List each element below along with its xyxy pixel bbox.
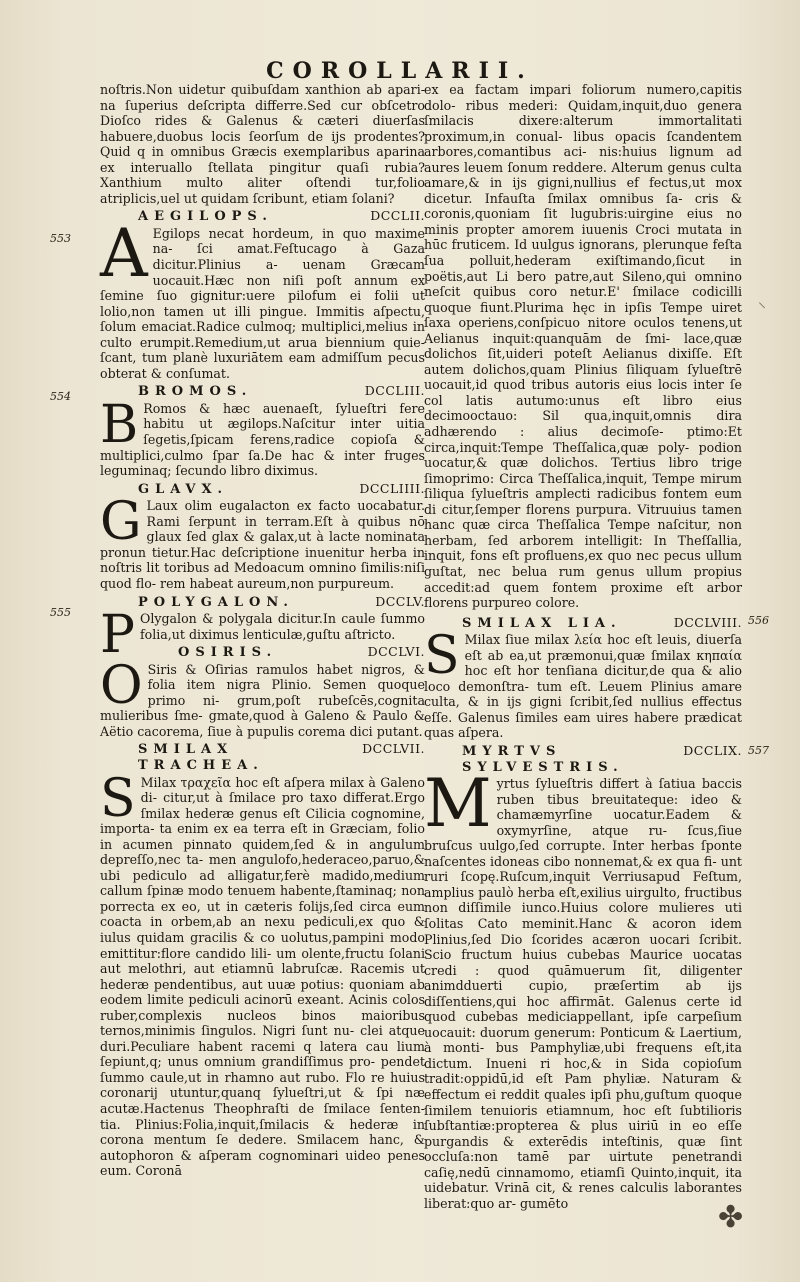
entry-title: SMILAX LIA. [462, 615, 622, 631]
entry-heading [424, 615, 742, 632]
entry-aegilops [100, 208, 425, 381]
margin-number: 555 [50, 606, 71, 619]
entry-number: DCCLV. [375, 593, 425, 609]
entry-heading [100, 383, 425, 400]
entry-title: AEGILOPS. [138, 209, 273, 225]
drop-capital: M [424, 765, 492, 843]
left-intro-paragraph: noſtris.Non uidetur quibuſdam xanthion ab apari- na ſuperius deſcripta differre.Sed cur obſcetro Dioſco rides & Galenus & cæteri diuerſas habuere,duobus locis ſeorſum de ijs prodentes? Quid q in omnibus Græcis exemplaribus aparina ex interuallo ſtellata pingitur quaſi rubia?Xanthium multo aliter oſtendi tur,folio atriplicis,uel ut quidam ſcribunt, etiam ſolani? [100, 82, 425, 206]
entry-number: DCCLIII. [364, 383, 425, 399]
entry-number: DCCLVII. [362, 741, 425, 757]
entry-body [100, 768, 425, 1179]
entry-smilax-trachea [100, 741, 425, 1178]
entry-body [100, 655, 425, 740]
entry-text: Egilops necat hordeum, in quo maxime na- ſci amat.Feſtucago à Gaza dicitur.Plinius a- uenam Græcam uocauit.Hæc non niſi poſt annum ex ſemine ſuo gignitur:uere pilofum ei folii ut lolio,non tamen ut illi pingue. Immitis aſpectu, ſolum emaciat.Radice culmoq; multiplici,melius in culto erumpit.Remedium,ut arua biennium quie- ſcant, tum planè luxuriātem eam admiſſum pecus obterat & conſumat. [100, 225, 425, 381]
entry-smilax-lia [424, 615, 742, 741]
entry-number: DCCLVI. [367, 644, 425, 660]
margin-number: 556 [748, 614, 769, 627]
drop-capital: G [100, 492, 142, 553]
entry-title: GLAVX. [138, 481, 229, 497]
entry-heading [100, 208, 425, 225]
entry-heading [100, 741, 425, 773]
running-head: COROLLARII. [266, 58, 534, 84]
entry-heading [100, 594, 425, 611]
entry-number: DCCLVIII. [673, 614, 742, 630]
entry-text: Milax τραχεῖα hoc eſt aſpera milax à Galeno di- citur,ut à ſmilace pro taxo differat.Ergo ſmilax hederæ genus eſt Cilicia cognomine, importa- ta enim ex ea terra eſt in Græciam, folio in acumen pinnato quidem,ſed & in angulum depreſſo,nec ta- men angulofo,hederaceo,paruo,& ubi pediculo ad alligatur,ferè madido,medium callum ſpinæ modo tenuem habente,ſtaminaq; non porrecta ex eo, ut in cæteris folijs,ſed circa eum coacta in orbem,ab an nexu pediculi,ex quo & iulus quidam gracilis & co uolutus,pampini modo emittitur:flore candido lili- um olente,fructu ſolani aut melothri, aut etiamnū labruſcæ. Racemis ut hederæ pendentibus, aut uuæ potius: quoniam ab eodem limite pediculi acinorū exeant. Acinis colos ruber,complexis nucleos binos maioribus ternos,minimis ſingulos. Nigri ſunt nu- clei atque duri.Peculiare habent racemi q latera cau lium ſepiunt,q; unus omnium grandiſſimus pro- pendet ſummo caule,ut in rhamno aut rubo. Flo re huius coronarij utuntur,quanq ſylueſtri,ut & ſpi næ acutæ.Hactenus Theophraſti de ſmilace ſenten- tia. Plinius:Folia,inquit,ſmilacis & hederæ in corona mentum ſe dedere. Smilacem hanc, & autophoron & aſperam cognominari uideo penes eum. Coronā [100, 774, 425, 1179]
entry-title: BROMOS. [138, 384, 253, 400]
entry-myrtus-sylvestris [424, 743, 742, 1211]
entry-heading [140, 644, 425, 661]
entry-bromos [100, 383, 425, 478]
right-intro-paragraph: ex ea factam impari foliorum numero,capitis dolo- ribus mederi: Quidam,inquit,duo genera ſmilacis dixere:alterum immortalitati proximum,in conual- libus opacis ſcandentem arbores,comantibus aci- nis:huius lignum ad aures leuem ſonum reddere. Alterum genus culta amare,& in ijs gigni,nullius ef fectus,ut mox dicetur. Infauſta ſmilax omnibus ſa- cris & coronis,quoniam ſit lugubris:uirgine eius no minis propter amorem iuuenis Croci mutata in hūc fruticem. Id uulgus ignorans, plerunque feſta ſua polluit,hederam exiſtimando,ſicut in poëtis,aut Li bero patre,aut Sileno,qui omnino neſcit quibus coro netur.E' ſmilace codicilli quoque fiunt.Plurima hęc in ipſis Tempe uiret ſaxa operiens,conſpicuo nitore oculos tenens,ut Aelianus inquit:quanquām de ſmi- lace,quæ dolichos ſit,uideri poteſt Aelianus dixiſſe. Eſt autem dolichos,quam Plinius ſiliquam ſylueſtrē uocauit,id quod tribus autoris eius locis inter ſe col latis autumo:unus eſt libro eius decimooctauo: Sil qua,inquit,omnis dira adhærendo : alius decimoſe- ptimo:Et circa,inquit:Tempe Theſſalica,quæ poly- podion uocatur,& quæ dolichos. Tertius libro trige ſimoprimo: Circa Theſſalica,inquit, Tempe mirum ſiliqua ſylueſtris amplecti radicibus fontem eum di citur,ſemper florens purpura. Vitruuius tamen hanc quæ circa Theſſalica Tempe naſcitur, non herbam, ſed arborem intelligit: In Theſſallia, inquit, fons eſt profluens,ex quo nec pecus ullum guſtat, nec belua rum genus ullum propius accedit:ad quem fontem proxime eſt arbor florens purpureo colore. [424, 82, 742, 611]
entry-body [100, 394, 425, 479]
drop-capital: B [100, 394, 139, 455]
entry-heading [100, 481, 425, 498]
left-column [100, 82, 425, 1179]
drop-capital: A [100, 214, 148, 292]
entry-text: yrtus ſylueſtris differt à ſatiua baccis ruben tibus breuitateque: ideo & chamæmyrſine uocatur.Eadem & oxymyrſine, atque ru- ſcus,ſiue bruſcus uulgo,ſed corrupte. Inter herbas ſponte naſcentes idoneas cibo nonnemat,& ex qua fi- unt ruri ſcopę.Ruſcum,inquit Verriusapud Feſtum, amplius paulò herba eſt,exilius uirgulto, fructibus non diſſimile iunco.Huius colore mulieres uti ſolitas Cato meminit.Hanc & acoron idem Plinius,ſed Dio ſcorides acæron uocari ſcribit. Scio fructum huius cubebas Maurice uocatas credi : quod quāmuerum ſit, diligenter animdduerti cupio, præſertim ab ijs diſſentiens,qui hoc affirmāt. Galenus certe id quod cubebas mediciappellant, ipſe carpeſium uocauit: duorum generum: Ponticum & Laertium, à monti- bus Pamphyliæ,ubi frequens eſt,ita dictum. Inueni ri hoc,& in Sida copioſum tradit:oppidū,id eſt Pam phyliæ. Naturam & effectum ei reddit quales ipſi phu,guſtum quoque ſimilem tenuioris etiamnum, hoc eſt ſubtilioris ſubſtantiæ:propterea & plus uiriū in eo eſſe purgandis & exterēdis inteſtinis, quæ ſint occluſa:non tamē par uirtute penetrandi caſię,nedū cinnamomo, etiamſi Quinto,inquit, ita uidebatur. Vrinā cit, & renes calculis laborantes liberat:quo ar- gumēto [424, 776, 742, 1211]
mark-icon: ⸜ [758, 292, 767, 311]
entry-text: Siris & Oſirias ramulos habet nigros, & folia item nigra Plinio. Semen quoque primo ni- grum,poſt rubeſcēs,cognita mulieribus ſme- gmate,quod à Galeno & Paulo & Aëtio cacorema, ſiue à pupulis corema dici putant. [100, 661, 425, 739]
entry-body [424, 626, 742, 741]
entry-body [424, 765, 742, 1211]
entry-title: SMILAX TRACHEA. [138, 742, 264, 773]
margin-number: 554 [50, 390, 71, 403]
entry-text: Romos & hæc auenaeſt, ſylueſtri fere habitu ut ægilops.Naſcitur inter uitia ſegetis,ſpicam ferens,radice copioſa & multiplici,culmo ſpar ſa.De hac & inter fruges leguminaq; ſecundo libro diximus. [100, 400, 425, 479]
entry-number: DCCLIX. [683, 742, 742, 758]
drop-capital: S [424, 626, 460, 687]
entry-text: Olygalon & polygala dicitur.In caule ſummo folia,ut diximus lenticulæ,guſtu aſtricto. [140, 611, 425, 642]
entry-body [100, 492, 425, 591]
ink-blot-icon: ✤ [718, 1200, 744, 1235]
entry-title: MYRTVS SYLVESTRIS. [462, 743, 624, 775]
drop-capital: P [100, 605, 135, 666]
drop-capital: O [100, 655, 143, 716]
right-column [424, 82, 742, 1211]
margin-number: 553 [50, 232, 71, 245]
entry-glaux [100, 481, 425, 592]
entry-title: POLYGALON. [138, 594, 294, 610]
entry-title: OSIRIS. [178, 645, 278, 661]
entry-text: Milax ſiue milax λεία hoc eſt leuis, diuerſa eſt ab ea,ut præmonui,quæ ſmilax κηπαία hoc eſt hor tenſiana dicitur,de qua & alio loco demonſtra- tum eſt. Leuem Plinius amare culta, & in ijs gigni ſcribit,ſed nullius effectus eſſe. Galenus ſimiles eam uires habere prædicat quas aſpera. [424, 632, 742, 741]
entry-number: DCCLIIII. [359, 480, 425, 496]
margin-number: 557 [748, 744, 769, 757]
entry-number: DCCLII. [370, 208, 425, 224]
entry-text: Laux olim eugalacton ex facto uocabatur. Rami ſerpunt in terram.Eſt à quibus nō glaux ſed glax & galax,ut à lacte nominata pronun tietur.Hac deſcriptione inuenitur herba in noſtris lit toribus ad Medoacum omnino ſimilis:niſi quod flo- rem habeat aureum,non purpureum. [100, 498, 425, 591]
entry-osiris [100, 644, 425, 739]
drop-capital: S [100, 768, 136, 829]
